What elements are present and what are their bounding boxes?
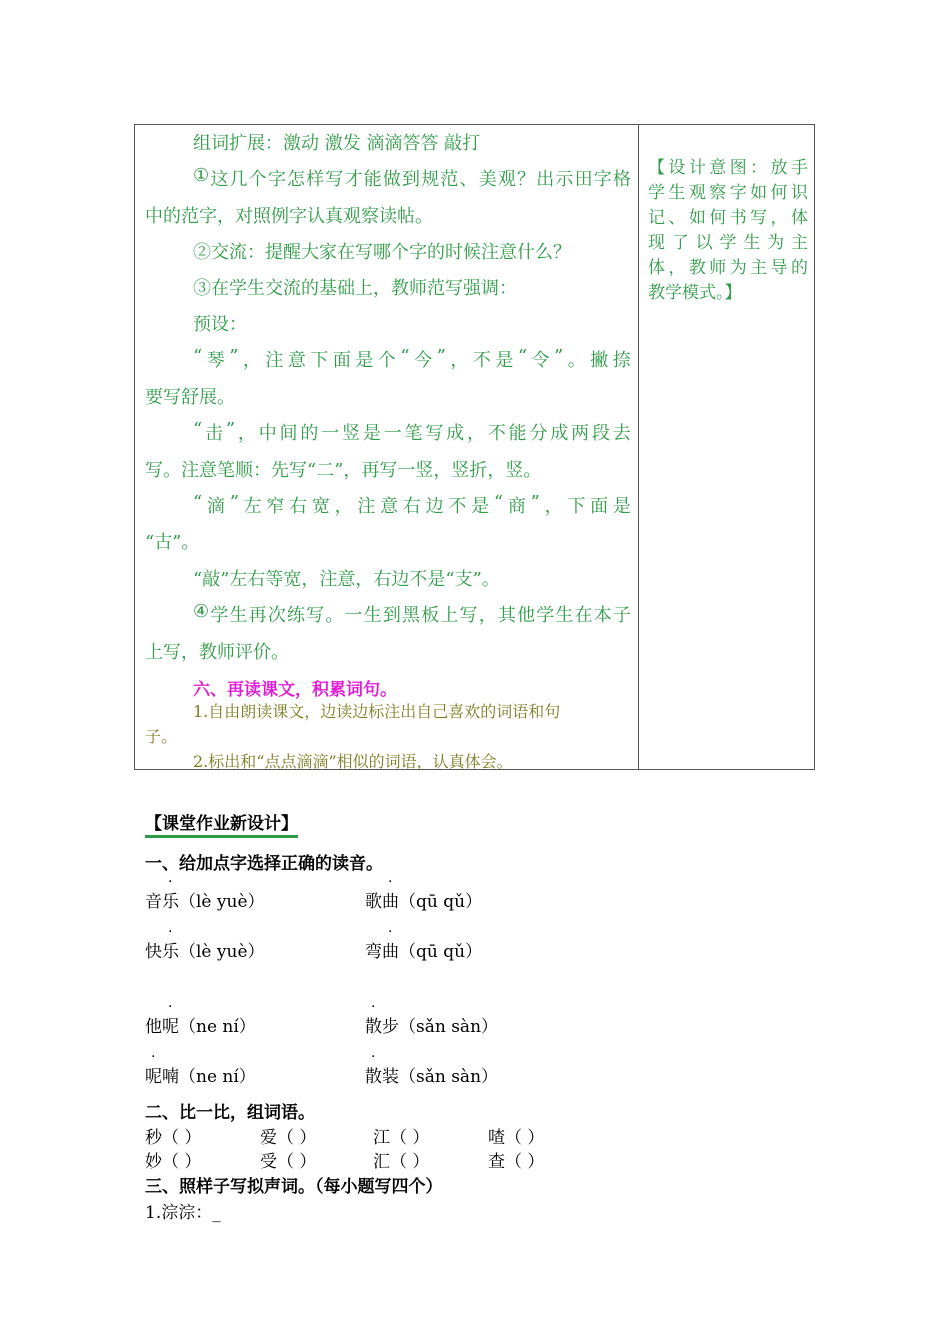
design-intent-line: 【 设 计 意 图 ： 放 手 — [648, 158, 808, 178]
process-line: ① 这 几 个 字 怎 样 写 才 能 做 到 规 范 、 美 观 ？ 出 示 田 字 格 — [193, 165, 631, 190]
section-six-heading: 六、再读课文，积累词句。 — [193, 680, 397, 700]
item-options: （lè yuè） — [179, 892, 265, 912]
pronunciation-item — [145, 1012, 256, 1037]
process-line: “ 滴 ” 左 窄 右 宽 ， 注 意 右 边 不 是 “ 商 ” ， 下 面 是 — [193, 492, 631, 517]
item-word: 音乐 — [145, 892, 179, 912]
question-1-title: 一、给加点字选择正确的读音。 — [145, 854, 383, 874]
process-line: 中的范字，对照例字认真观察读帖。 — [145, 206, 433, 227]
item-word: 他呢 — [145, 1017, 179, 1037]
process-line: ②交流：提醒大家在写哪个字的时候注意什么？ — [193, 242, 571, 263]
compare-word-blank: 喳（ ） — [488, 1128, 545, 1148]
compare-word-blank: 汇（ ） — [373, 1152, 430, 1172]
compare-word-blank: 查（ ） — [488, 1152, 545, 1172]
item-word: 快乐 — [145, 942, 179, 962]
question-3-item-1: 1.淙淙：_ — [145, 1203, 221, 1223]
emphasis-dot-icon: . — [168, 920, 173, 936]
compare-word-blank: 江（ ） — [373, 1128, 430, 1148]
process-line: “敲”左右等宽，注意，右边不是“支”。 — [193, 569, 500, 590]
item-options: （sǎn sàn） — [399, 1017, 499, 1037]
question-2-title: 二、比一比，组词语。 — [145, 1103, 315, 1123]
emphasis-dot-icon: . — [168, 870, 173, 886]
lesson-table — [134, 124, 815, 770]
process-line: 预设： — [193, 314, 247, 335]
emphasis-dot-icon: . — [151, 1045, 156, 1061]
item-word: 呢喃 — [145, 1067, 179, 1087]
compare-word-blank: 爱（ ） — [260, 1128, 317, 1148]
pronunciation-item — [365, 937, 482, 962]
item-options: （qū qǔ） — [399, 892, 483, 912]
compare-word-blank: 秒（ ） — [145, 1128, 202, 1148]
emphasis-dot-icon: . — [388, 920, 393, 936]
emphasis-dot-icon: . — [388, 870, 393, 886]
process-line: “ 击 ” ， 中 间 的 一 竖 是 一 笔 写 成 ， 不 能 分 成 两 段 去 — [193, 419, 631, 444]
item-word: 歌曲 — [365, 892, 399, 912]
pronunciation-item — [365, 1062, 498, 1087]
pronunciation-item — [365, 887, 482, 912]
process-line: 组词扩展：激动 激发 滴滴答答 敲打 — [193, 133, 481, 154]
item-word: 弯曲 — [365, 942, 399, 962]
pronunciation-item — [145, 937, 265, 962]
design-intent-line: 体 ， 教 师 为 主 导 的 — [648, 258, 808, 278]
pronunciation-item — [145, 1062, 256, 1087]
reading-task-line: 子。 — [145, 727, 178, 746]
column-divider — [638, 125, 639, 769]
item-options: （sǎn sàn） — [399, 1067, 499, 1087]
reading-task-line: 2.标出和“点点滴滴”相似的词语，认真体会。 — [193, 752, 513, 771]
design-intent-line: 学 生 观 察 字 如 何 识 — [648, 183, 808, 203]
process-line: “ 琴 ” ， 注 意 下 面 是 个 “ 今 ” ， 不 是 “ 令 ” 。 撇 捺 — [193, 346, 631, 371]
process-line: 写。注意笔顺：先写“二”，再写一竖，竖折，竖。 — [145, 460, 542, 481]
item-options: （ne ní） — [179, 1067, 256, 1087]
design-intent-line: 现 了 以 学 生 为 主 — [648, 233, 808, 253]
process-line: “古”。 — [145, 532, 200, 553]
emphasis-dot-icon: . — [371, 995, 376, 1011]
pronunciation-item — [145, 887, 265, 912]
pronunciation-item — [365, 1012, 498, 1037]
process-line: ③在学生交流的基础上，教师范写强调： — [193, 278, 517, 299]
design-intent-line: 教学模式。】 — [648, 283, 742, 303]
item-options: （ne ní） — [179, 1017, 256, 1037]
item-word: 散装 — [365, 1067, 399, 1087]
compare-word-blank: 妙（ ） — [145, 1152, 202, 1172]
process-line: ④ 学 生 再 次 练 写 。 一 生 到 黑 板 上 写 ， 其 他 学 生 在 本 子 — [193, 601, 631, 626]
design-intent-line: 记 、 如 何 书 写 ， 体 — [648, 208, 808, 228]
process-line: 要写舒展。 — [145, 387, 235, 408]
item-options: （lè yuè） — [179, 942, 265, 962]
item-options: （qū qǔ） — [399, 942, 483, 962]
compare-word-blank: 受（ ） — [260, 1152, 317, 1172]
homework-title: 【课堂作业新设计】 — [145, 809, 298, 838]
reading-task-line: 1.自由朗读课文，边读边标注出自己喜欢的词语和句 — [193, 702, 561, 721]
emphasis-dot-icon: . — [168, 995, 173, 1011]
process-line: 上写，教师评价。 — [145, 642, 289, 663]
item-word: 散步 — [365, 1017, 399, 1037]
emphasis-dot-icon: . — [371, 1045, 376, 1061]
question-3-title: 三、照样子写拟声词。（每小题写四个） — [145, 1177, 443, 1197]
